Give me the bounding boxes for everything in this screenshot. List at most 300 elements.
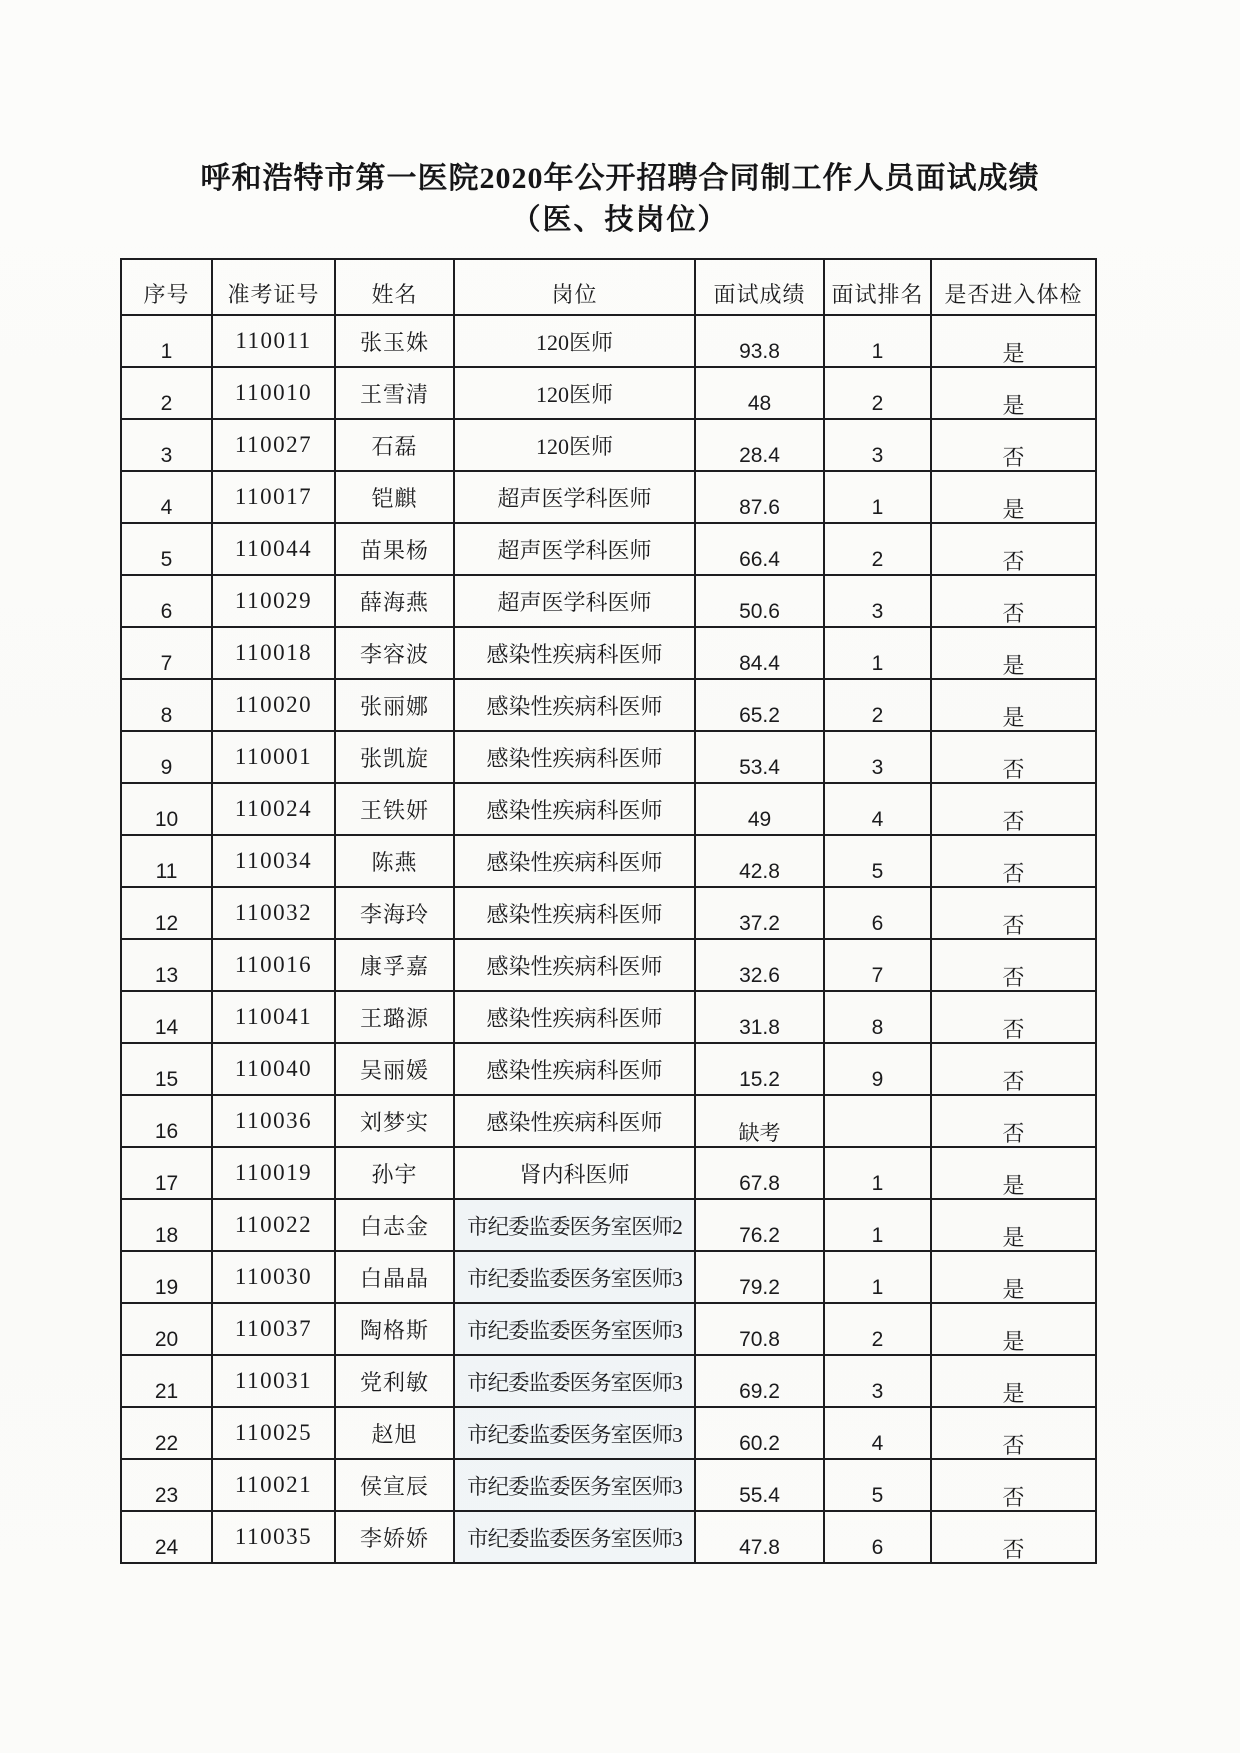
cell-name xyxy=(335,1043,454,1095)
cell-value: 赵旭 xyxy=(371,1421,418,1447)
cell-rank xyxy=(824,471,931,523)
cell-value: 是 xyxy=(1002,1380,1025,1406)
cell-value: 王雪清 xyxy=(359,381,429,407)
cell-position xyxy=(454,679,695,731)
header-cell-rank xyxy=(824,259,931,315)
cell-score xyxy=(695,471,824,523)
cell-value: 康孚嘉 xyxy=(359,953,429,979)
cell-no xyxy=(121,1511,212,1563)
cell-value: 110041 xyxy=(234,1004,313,1029)
table-row xyxy=(121,1459,1096,1511)
page-title-line2: （医、技岗位） xyxy=(511,204,729,236)
cell-name xyxy=(335,367,454,419)
cell-ticket xyxy=(212,835,335,887)
cell-value: 李娇娇 xyxy=(359,1525,429,1551)
cell-value: 21 xyxy=(154,1380,179,1403)
cell-value: 刘梦实 xyxy=(359,1109,429,1135)
cell-value: 感染性疾病科医师 xyxy=(486,901,663,927)
cell-physical xyxy=(931,783,1096,835)
cell-no xyxy=(121,991,212,1043)
cell-value: 超声医学科医师 xyxy=(497,485,652,511)
table-row xyxy=(121,1355,1096,1407)
cell-score xyxy=(695,1355,824,1407)
cell-value: 否 xyxy=(1002,1016,1025,1042)
cell-rank xyxy=(824,419,931,471)
cell-rank xyxy=(824,367,931,419)
cell-value: 是 xyxy=(1002,1276,1025,1302)
cell-value: 感染性疾病科医师 xyxy=(486,1005,663,1031)
cell-value: 110030 xyxy=(234,1264,313,1289)
cell-value: 李海玲 xyxy=(359,901,429,927)
cell-score xyxy=(695,1147,824,1199)
table-row xyxy=(121,783,1096,835)
cell-rank xyxy=(824,1407,931,1459)
cell-physical xyxy=(931,1095,1096,1147)
cell-value: 3 xyxy=(871,1380,884,1403)
cell-rank xyxy=(824,1511,931,1563)
cell-value: 110025 xyxy=(234,1420,313,1445)
cell-position xyxy=(454,367,695,419)
header-label: 准考证号 xyxy=(227,282,320,307)
header-cell-name xyxy=(335,259,454,315)
cell-ticket xyxy=(212,315,335,367)
cell-no xyxy=(121,367,212,419)
cell-value: 1 xyxy=(871,1276,884,1299)
cell-no xyxy=(121,731,212,783)
cell-value: 白志金 xyxy=(359,1213,429,1239)
cell-physical xyxy=(931,835,1096,887)
cell-score xyxy=(695,575,824,627)
cell-no xyxy=(121,1199,212,1251)
cell-value: 4 xyxy=(871,808,884,831)
cell-physical xyxy=(931,315,1096,367)
cell-value: 18 xyxy=(154,1224,179,1247)
cell-name xyxy=(335,1459,454,1511)
table-row xyxy=(121,679,1096,731)
cell-physical xyxy=(931,1251,1096,1303)
table-row xyxy=(121,1199,1096,1251)
cell-value: 15 xyxy=(154,1068,179,1091)
cell-name xyxy=(335,783,454,835)
cell-rank xyxy=(824,783,931,835)
cell-value: 白晶晶 xyxy=(359,1265,429,1291)
cell-no xyxy=(121,1303,212,1355)
cell-score xyxy=(695,1095,824,1147)
cell-value: 70.8 xyxy=(739,1328,780,1351)
cell-value: 是 xyxy=(1002,1224,1025,1250)
cell-position xyxy=(454,731,695,783)
cell-value: 120医师 xyxy=(535,433,613,459)
cell-value: 1 xyxy=(871,340,884,363)
cell-value: 110010 xyxy=(234,380,313,405)
header-cell-physical xyxy=(931,259,1096,315)
cell-rank xyxy=(824,1459,931,1511)
cell-value: 49 xyxy=(747,808,772,831)
cell-value: 否 xyxy=(1002,1120,1025,1146)
cell-value: 7 xyxy=(160,652,173,675)
cell-value: 市纪委监委医务室医师3 xyxy=(467,1526,682,1551)
table-row xyxy=(121,1303,1096,1355)
cell-value: 是 xyxy=(1002,1172,1025,1198)
cell-value: 11 xyxy=(155,860,178,883)
table-row xyxy=(121,627,1096,679)
cell-physical xyxy=(931,367,1096,419)
cell-value: 感染性疾病科医师 xyxy=(486,745,663,771)
cell-value: 张玉姝 xyxy=(359,329,429,355)
cell-no xyxy=(121,835,212,887)
cell-value: 否 xyxy=(1002,912,1025,938)
cell-name xyxy=(335,1095,454,1147)
cell-position xyxy=(454,835,695,887)
table-row xyxy=(121,315,1096,367)
cell-value: 否 xyxy=(1002,1484,1025,1510)
cell-no xyxy=(121,419,212,471)
header-label: 是否进入体检 xyxy=(944,282,1083,307)
cell-ticket xyxy=(212,1043,335,1095)
cell-position xyxy=(454,523,695,575)
cell-value: 65.2 xyxy=(739,704,780,727)
cell-value: 2 xyxy=(871,392,884,415)
cell-value: 4 xyxy=(871,1432,884,1455)
cell-value: 120医师 xyxy=(535,329,613,355)
cell-physical xyxy=(931,939,1096,991)
cell-name xyxy=(335,1303,454,1355)
cell-position xyxy=(454,627,695,679)
cell-value: 市纪委监委医务室医师3 xyxy=(467,1474,682,1499)
cell-value: 1 xyxy=(160,340,173,363)
cell-ticket xyxy=(212,783,335,835)
cell-value: 55.4 xyxy=(739,1484,780,1507)
cell-value: 是 xyxy=(1002,704,1025,730)
cell-value: 2 xyxy=(871,548,884,571)
cell-score xyxy=(695,315,824,367)
cell-name xyxy=(335,1355,454,1407)
cell-value: 感染性疾病科医师 xyxy=(486,1057,663,1083)
cell-value: 110016 xyxy=(234,952,313,977)
table-row xyxy=(121,731,1096,783)
cell-value: 否 xyxy=(1002,1432,1025,1458)
cell-value: 2 xyxy=(871,704,884,727)
cell-no xyxy=(121,939,212,991)
cell-value: 陶格斯 xyxy=(359,1317,429,1343)
cell-value: 16 xyxy=(154,1120,179,1143)
cell-value: 110031 xyxy=(234,1368,313,1393)
cell-no xyxy=(121,471,212,523)
cell-value: 否 xyxy=(1002,444,1025,470)
cell-score xyxy=(695,419,824,471)
cell-value: 120医师 xyxy=(535,381,613,407)
header-cell-score xyxy=(695,259,824,315)
cell-no xyxy=(121,1095,212,1147)
cell-score xyxy=(695,1459,824,1511)
table-row xyxy=(121,575,1096,627)
cell-value: 12 xyxy=(154,912,179,935)
cell-physical xyxy=(931,1407,1096,1459)
cell-score xyxy=(695,523,824,575)
cell-value: 5 xyxy=(160,548,173,571)
cell-name xyxy=(335,679,454,731)
cell-name xyxy=(335,1199,454,1251)
cell-position xyxy=(454,471,695,523)
table-row xyxy=(121,1251,1096,1303)
cell-score xyxy=(695,991,824,1043)
cell-value: 31.8 xyxy=(739,1016,780,1039)
cell-ticket xyxy=(212,523,335,575)
cell-value: 3 xyxy=(871,444,884,467)
cell-position xyxy=(454,1251,695,1303)
cell-name xyxy=(335,1511,454,1563)
cell-value: 110011 xyxy=(235,328,312,353)
cell-value: 66.4 xyxy=(739,548,780,571)
cell-value: 6 xyxy=(871,912,884,935)
cell-no xyxy=(121,1407,212,1459)
cell-ticket xyxy=(212,679,335,731)
cell-value: 市纪委监委医务室医师3 xyxy=(467,1370,682,1395)
cell-position xyxy=(454,575,695,627)
cell-value: 感染性疾病科医师 xyxy=(486,641,663,667)
cell-value: 60.2 xyxy=(739,1432,780,1455)
cell-value: 否 xyxy=(1002,1068,1025,1094)
cell-value: 110032 xyxy=(234,900,313,925)
cell-value: 37.2 xyxy=(739,912,780,935)
cell-value: 110027 xyxy=(234,432,313,457)
cell-value: 110024 xyxy=(234,796,313,821)
cell-ticket xyxy=(212,1147,335,1199)
cell-value: 是 xyxy=(1002,340,1025,366)
cell-name xyxy=(335,835,454,887)
cell-position xyxy=(454,1043,695,1095)
cell-value: 24 xyxy=(154,1536,179,1559)
cell-position xyxy=(454,991,695,1043)
cell-rank xyxy=(824,1355,931,1407)
cell-value: 铠麒 xyxy=(371,485,418,511)
cell-value: 王璐源 xyxy=(359,1005,429,1031)
cell-value: 50.6 xyxy=(739,600,780,623)
cell-physical xyxy=(931,575,1096,627)
cell-no xyxy=(121,887,212,939)
cell-value: 薛海燕 xyxy=(359,589,429,615)
cell-physical xyxy=(931,1511,1096,1563)
cell-rank xyxy=(824,731,931,783)
cell-value: 110021 xyxy=(234,1472,313,1497)
cell-ticket xyxy=(212,1199,335,1251)
cell-score xyxy=(695,783,824,835)
cell-value: 110029 xyxy=(234,588,313,613)
cell-rank xyxy=(824,1095,931,1147)
cell-ticket xyxy=(212,1511,335,1563)
cell-score xyxy=(695,835,824,887)
cell-physical xyxy=(931,419,1096,471)
cell-name xyxy=(335,419,454,471)
cell-value: 1 xyxy=(871,1172,884,1195)
cell-value: 孙宇 xyxy=(371,1161,418,1187)
cell-position xyxy=(454,939,695,991)
cell-physical xyxy=(931,523,1096,575)
cell-no xyxy=(121,679,212,731)
cell-physical xyxy=(931,627,1096,679)
cell-ticket xyxy=(212,1095,335,1147)
cell-value: 否 xyxy=(1002,808,1025,834)
header-label: 序号 xyxy=(143,282,190,307)
table-header xyxy=(121,259,1096,315)
document-title xyxy=(0,158,1240,240)
cell-ticket xyxy=(212,939,335,991)
cell-value: 超声医学科医师 xyxy=(497,589,652,615)
cell-value: 陈燕 xyxy=(371,849,418,875)
cell-score xyxy=(695,1199,824,1251)
table-row xyxy=(121,523,1096,575)
interview-results-table xyxy=(120,258,1097,1564)
cell-physical xyxy=(931,471,1096,523)
table-row xyxy=(121,367,1096,419)
cell-value: 张丽娜 xyxy=(359,693,429,719)
table-header-row xyxy=(121,259,1096,315)
cell-no xyxy=(121,1355,212,1407)
cell-value: 3 xyxy=(871,600,884,623)
cell-value: 15.2 xyxy=(739,1068,780,1091)
cell-rank xyxy=(824,627,931,679)
cell-physical xyxy=(931,1355,1096,1407)
cell-ticket xyxy=(212,1303,335,1355)
cell-physical xyxy=(931,887,1096,939)
table-row xyxy=(121,991,1096,1043)
cell-name xyxy=(335,1251,454,1303)
cell-physical xyxy=(931,1459,1096,1511)
cell-value: 否 xyxy=(1002,1536,1025,1562)
cell-value: 23 xyxy=(154,1484,179,1507)
cell-name xyxy=(335,471,454,523)
cell-ticket xyxy=(212,1355,335,1407)
cell-name xyxy=(335,523,454,575)
cell-score xyxy=(695,679,824,731)
cell-name xyxy=(335,887,454,939)
cell-position xyxy=(454,1303,695,1355)
cell-ticket xyxy=(212,367,335,419)
cell-value: 1 xyxy=(871,1224,884,1247)
cell-value: 110036 xyxy=(234,1108,313,1133)
cell-value: 党利敏 xyxy=(359,1369,429,1395)
cell-no xyxy=(121,1459,212,1511)
cell-position xyxy=(454,315,695,367)
cell-value: 4 xyxy=(160,496,173,519)
cell-value: 否 xyxy=(1002,600,1025,626)
cell-value: 110035 xyxy=(234,1524,313,1549)
cell-value: 22 xyxy=(154,1432,179,1455)
cell-value: 7 xyxy=(871,964,884,987)
cell-value: 6 xyxy=(160,600,173,623)
cell-value: 苗果杨 xyxy=(359,537,429,563)
cell-value: 8 xyxy=(160,704,173,727)
cell-value: 是 xyxy=(1002,652,1025,678)
cell-value: 110022 xyxy=(234,1212,313,1237)
table-row xyxy=(121,835,1096,887)
cell-physical xyxy=(931,1043,1096,1095)
header-label: 面试成绩 xyxy=(713,282,806,307)
cell-value: 67.8 xyxy=(739,1172,780,1195)
cell-no xyxy=(121,523,212,575)
cell-value: 感染性疾病科医师 xyxy=(486,693,663,719)
cell-value: 感染性疾病科医师 xyxy=(486,1109,663,1135)
cell-value: 感染性疾病科医师 xyxy=(486,797,663,823)
cell-value: 感染性疾病科医师 xyxy=(486,849,663,875)
cell-value: 市纪委监委医务室医师3 xyxy=(467,1266,682,1291)
cell-value: 110020 xyxy=(234,692,313,717)
cell-value: 110001 xyxy=(234,744,313,769)
cell-name xyxy=(335,627,454,679)
cell-name xyxy=(335,731,454,783)
cell-score xyxy=(695,731,824,783)
table-row xyxy=(121,1407,1096,1459)
cell-value: 缺考 xyxy=(738,1122,781,1145)
table-row xyxy=(121,1511,1096,1563)
cell-value: 93.8 xyxy=(739,340,780,363)
table-row xyxy=(121,419,1096,471)
cell-value: 市纪委监委医务室医师3 xyxy=(467,1318,682,1343)
cell-value: 否 xyxy=(1002,860,1025,886)
cell-rank xyxy=(824,1303,931,1355)
cell-value: 20 xyxy=(154,1328,179,1351)
cell-value: 28.4 xyxy=(739,444,780,467)
table-row xyxy=(121,1095,1096,1147)
cell-value: 石磊 xyxy=(371,433,418,459)
cell-value: 10 xyxy=(154,808,179,831)
cell-ticket xyxy=(212,471,335,523)
cell-position xyxy=(454,1407,695,1459)
cell-rank xyxy=(824,1147,931,1199)
cell-value: 110018 xyxy=(234,640,313,665)
cell-value: 2 xyxy=(871,1328,884,1351)
cell-ticket xyxy=(212,419,335,471)
cell-value: 1 xyxy=(871,652,884,675)
cell-rank xyxy=(824,1199,931,1251)
table-body xyxy=(121,315,1096,1563)
cell-value: 53.4 xyxy=(739,756,780,779)
cell-value: 1 xyxy=(871,496,884,519)
table-row xyxy=(121,1043,1096,1095)
cell-value: 是 xyxy=(1002,1328,1025,1354)
cell-value: 110044 xyxy=(234,536,313,561)
cell-name xyxy=(335,1147,454,1199)
cell-value: 王铁妍 xyxy=(359,797,429,823)
cell-value: 市纪委监委医务室医师2 xyxy=(467,1214,682,1239)
cell-value: 110019 xyxy=(234,1160,313,1185)
table-row xyxy=(121,939,1096,991)
cell-no xyxy=(121,783,212,835)
cell-ticket xyxy=(212,887,335,939)
cell-physical xyxy=(931,1303,1096,1355)
cell-ticket xyxy=(212,991,335,1043)
cell-value: 肾内科医师 xyxy=(519,1161,630,1187)
cell-name xyxy=(335,1407,454,1459)
cell-value: 110017 xyxy=(234,484,313,509)
cell-no xyxy=(121,1043,212,1095)
cell-position xyxy=(454,1459,695,1511)
cell-value: 3 xyxy=(871,756,884,779)
cell-no xyxy=(121,315,212,367)
cell-position xyxy=(454,1511,695,1563)
cell-value: 市纪委监委医务室医师3 xyxy=(467,1422,682,1447)
cell-rank xyxy=(824,523,931,575)
cell-value: 超声医学科医师 xyxy=(497,537,652,563)
cell-value: 47.8 xyxy=(739,1536,780,1559)
header-cell-ticket xyxy=(212,259,335,315)
cell-position xyxy=(454,1199,695,1251)
table-row xyxy=(121,471,1096,523)
cell-value: 5 xyxy=(871,860,884,883)
cell-value: 否 xyxy=(1002,548,1025,574)
cell-value: 李容波 xyxy=(359,641,429,667)
cell-value: 否 xyxy=(1002,964,1025,990)
